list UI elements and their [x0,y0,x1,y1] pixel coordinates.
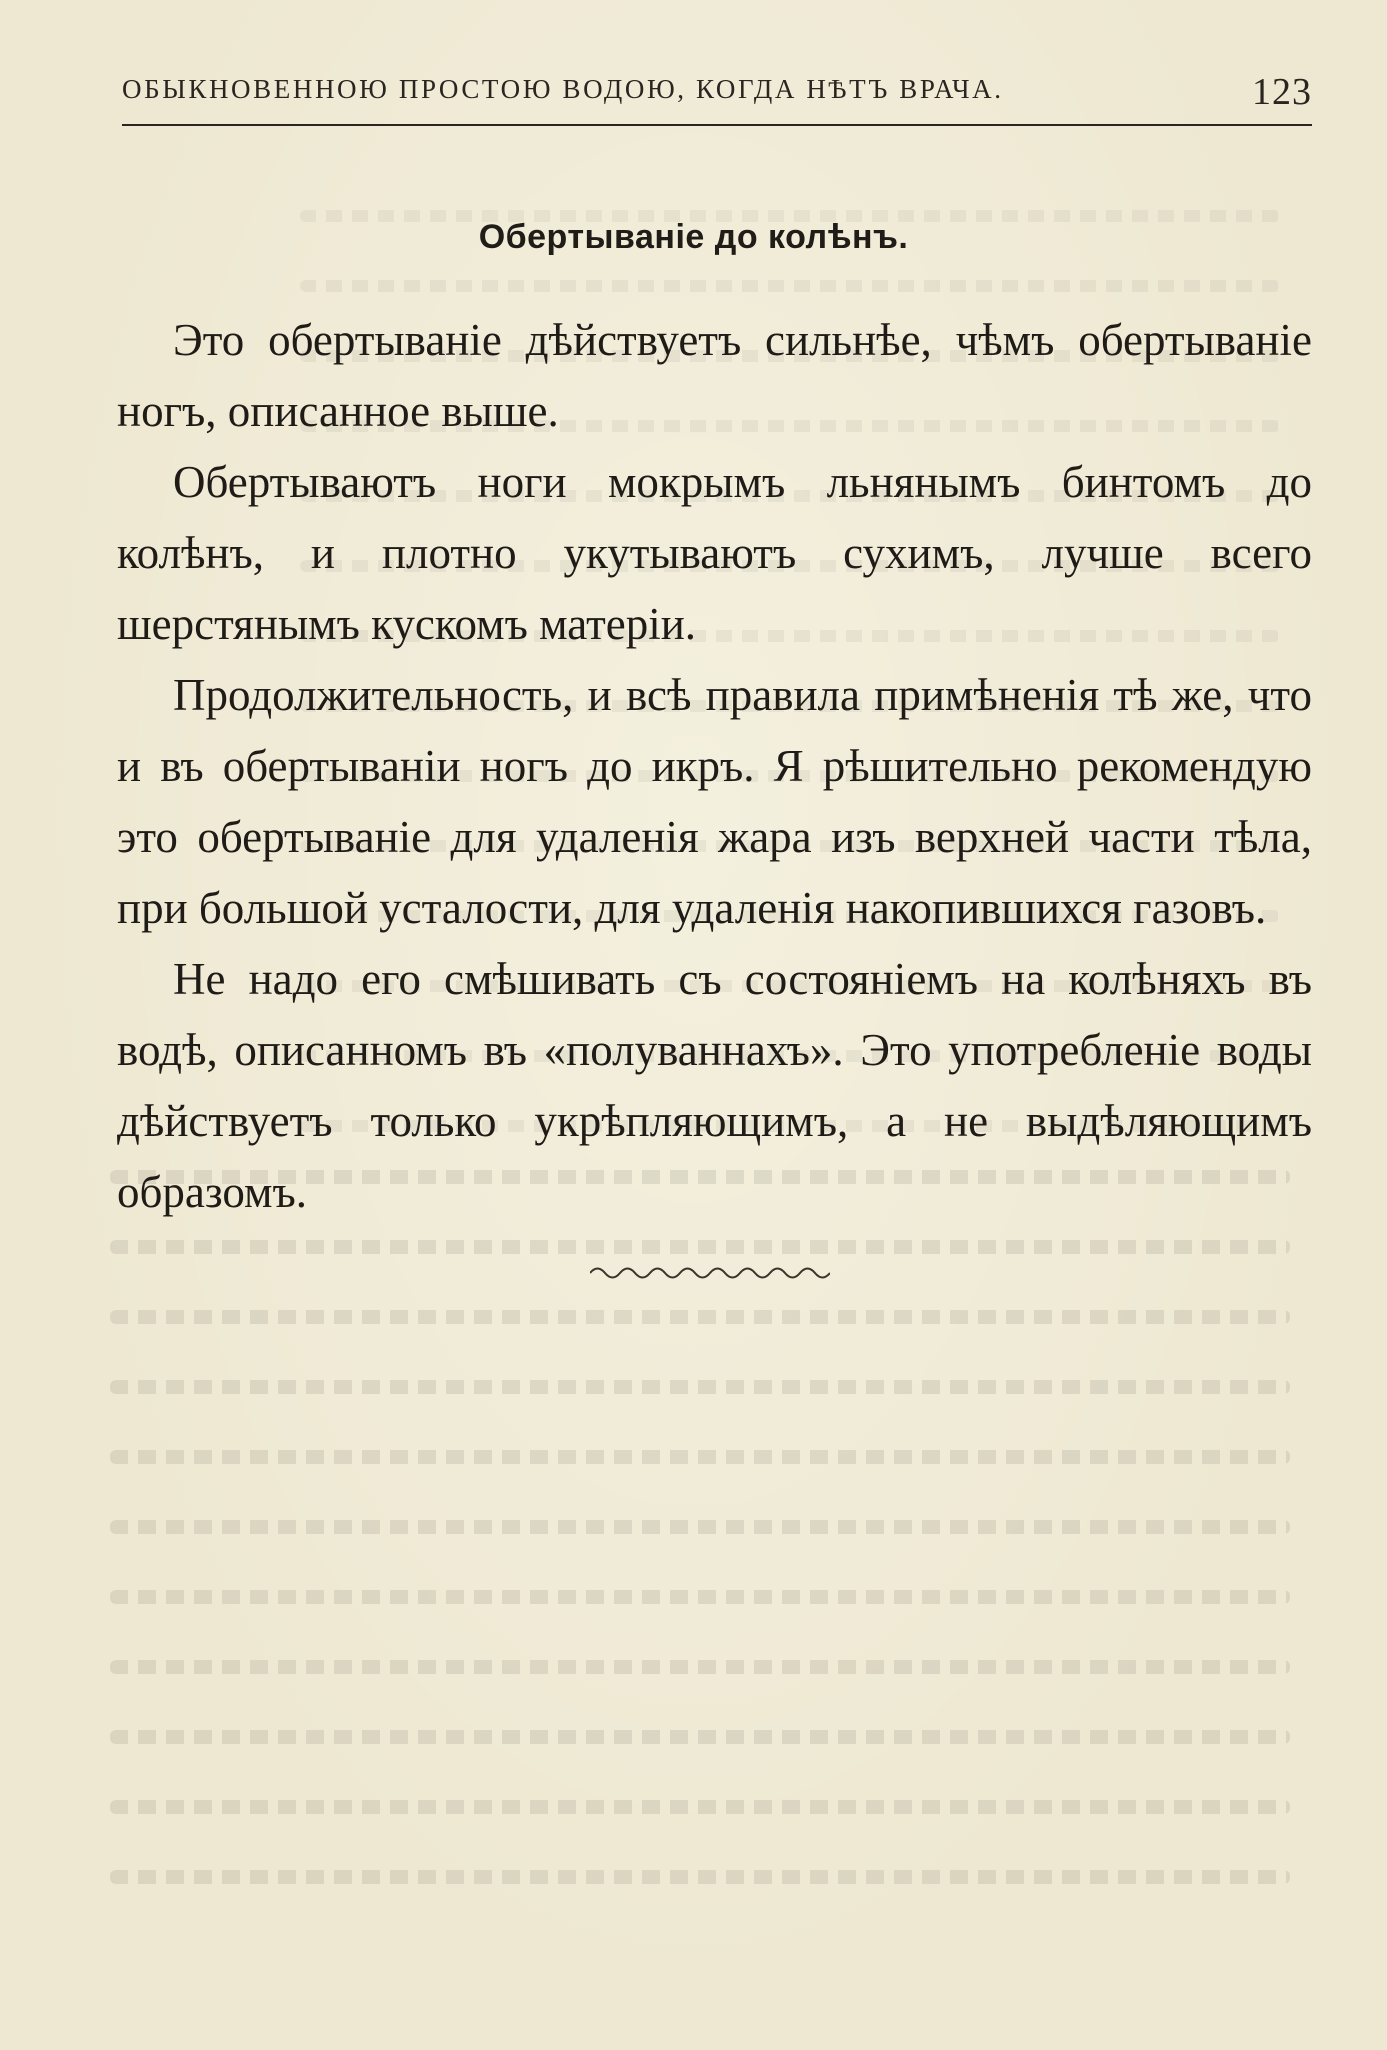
paragraph-2: Обертываютъ ноги мокрымъ льнянымъ бинтомъ до колѣнъ, и плотно укутываютъ сухимъ, лучше всего шерстянымъ кускомъ матеріи. [117,457,1312,649]
page-number: 123 [1252,71,1312,113]
paragraph-3: Продолжительность, и всѣ правила примѣненія тѣ же, что и въ обертываніи ногъ до икръ. Я рѣшительно рекомендую это обертываніе для удаленія жара изъ верхней части тѣла, при большой усталости, для удаленія накопившихся газовъ. [117,670,1312,933]
paragraph-1: Это обертываніе дѣйствуетъ сильнѣе, чѣмъ обертываніе ногъ, описанное выше. [117,315,1312,436]
end-ornament [590,1264,830,1282]
bleed-through-bottom [110,1170,1290,1990]
running-head [122,71,1312,122]
body-text [117,305,1312,1228]
paragraph-4: Не надо его смѣшивать съ состояніемъ на колѣняхъ въ водѣ, описанномъ въ «полуваннахъ». Это употребленіе воды дѣйствуетъ только укрѣпляющимъ, а не выдѣляющимъ образомъ. [117,954,1312,1217]
header-rule [122,124,1312,126]
running-head-title: ОБЫКНОВЕННОЮ ПРОСТОЮ ВОДОЮ, КОГДА НѢТЪ ВРАЧА. [122,74,1004,104]
section-title: Обертываніе до колѣнъ. [478,218,909,256]
